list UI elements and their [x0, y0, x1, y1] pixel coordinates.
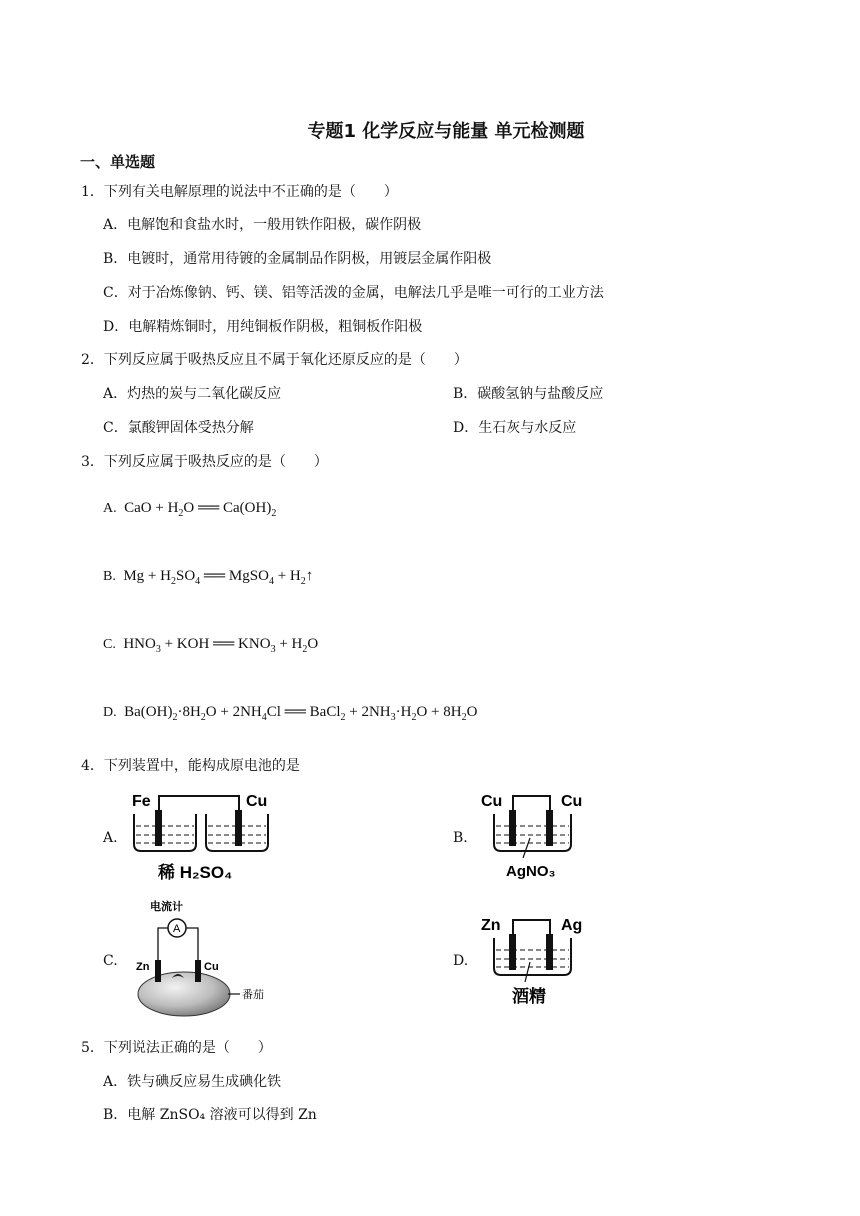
q3-a-label: A. [103, 501, 117, 516]
fig-c-left-label: Zn [136, 961, 150, 973]
fig-b-solution-label: AgNO₃ [506, 863, 556, 880]
q4-figure-d [478, 912, 598, 1008]
page-title: 专题1 化学反应与能量 单元检测题 [307, 121, 585, 142]
q2-option-d: D．生石灰与水反应 [453, 420, 577, 436]
fig-c-meter-symbol: A [173, 923, 181, 935]
fig-a-left-label: Fe [132, 793, 151, 810]
q3-option-c [103, 636, 318, 655]
q3-option-b [103, 568, 313, 587]
q3-b-equation: $Mg + H_2SO_4$ ══ MgSO$_4$ + $H_2↑$ [119, 568, 314, 587]
q1-option-a: A．电解饱和食盐水时，一般用铁作阳极，碳作阴极 [103, 217, 422, 233]
fig-a-beaker-left [134, 814, 196, 851]
fig-c-fruit-label: 番茄 [242, 989, 264, 1001]
q4-figure-c [128, 896, 278, 1020]
fig-a-cu-electrode [235, 810, 242, 846]
q3-stem: 3．下列反应属于吸热反应的是（ ） [81, 454, 328, 470]
q4-figure-b [478, 788, 598, 884]
fig-c-zn-electrode [155, 960, 161, 982]
q3-option-a [103, 500, 276, 519]
q4-c-label: C. [103, 953, 118, 969]
q3-d-equation: $Ba(OH)_2\cdot 8H_2O + 2NH_4Cl$ ══ BaCl$_2$ + $2NH_3\cdot H_2O + 8H_2O$ [120, 704, 478, 723]
section-heading: 一、单选题 [80, 153, 156, 171]
q1-stem: 1．下列有关电解原理的说法中不正确的是（ ） [81, 184, 398, 200]
fig-d-right-label: Ag [561, 917, 583, 934]
fig-d-left-label: Zn [481, 917, 501, 934]
q3-d-label: D. [103, 705, 117, 720]
q1-option-d: D．电解精炼铜时，用纯铜板作阴极，粗铜板作阳极 [103, 319, 423, 335]
q3-option-d [103, 704, 477, 723]
fig-d-wire [513, 920, 550, 936]
fig-c-cu-electrode [195, 960, 201, 982]
fig-c-tomato [138, 972, 230, 1016]
q2-option-a: A．灼热的炭与二氧化碳反应 [103, 386, 282, 402]
q2-option-c: C．氯酸钾固体受热分解 [103, 420, 254, 436]
fig-a-fe-electrode [155, 810, 162, 846]
q4-figure-a [126, 788, 286, 884]
fig-b-left-electrode [509, 810, 516, 846]
q1-option-c: C．对于冶炼像钠、钙、镁、铝等活泼的金属，电解法几乎是唯一可行的工业方法 [103, 285, 604, 301]
fig-c-right-label: Cu [204, 961, 219, 973]
q5-option-b: B．电解 ZnSO₄ 溶液可以得到 Zn [103, 1107, 317, 1123]
q4-a-label: A. [103, 830, 118, 846]
fig-a-solution-label: 稀 H₂SO₄ [158, 863, 233, 882]
q2-option-b: B．碳酸氢钠与盐酸反应 [453, 386, 604, 402]
q2-stem: 2．下列反应属于吸热反应且不属于氧化还原反应的是（ ） [81, 352, 468, 368]
q4-b-label: B. [453, 830, 468, 846]
q5-stem: 5．下列说法正确的是（ ） [81, 1040, 272, 1056]
q3-c-label: C. [103, 637, 116, 652]
fig-a-right-label: Cu [246, 793, 268, 810]
q5-option-a: A．铁与碘反应易生成碘化铁 [103, 1074, 282, 1090]
fig-b-wire [513, 796, 550, 812]
fig-a-wire [159, 796, 239, 812]
fig-c-meter-label: 电流计 [150, 901, 183, 913]
fig-d-ag-electrode [546, 934, 553, 970]
q4-stem: 4．下列装置中，能构成原电池的是 [81, 758, 300, 774]
fig-b-right-electrode [546, 810, 553, 846]
q3-b-label: B. [103, 569, 116, 584]
q4-d-label: D. [453, 953, 469, 969]
fig-d-solution-label: 酒精 [512, 987, 546, 1006]
q3-a-equation: CaO + $H_2O$ ══ $Ca(OH)_2$ [120, 500, 277, 519]
fig-b-left-label: Cu [481, 793, 503, 810]
fig-d-zn-electrode [509, 934, 516, 970]
fig-b-right-label: Cu [561, 793, 583, 810]
fig-b-beaker [494, 814, 571, 851]
q1-option-b: B．电镀时，通常用待镀的金属制品作阴极，用镀层金属作阳极 [103, 251, 492, 267]
fig-d-beaker [494, 938, 571, 975]
q3-c-equation: $HNO_3$ + KOH ══ $KNO_3 + H_2O$ [119, 636, 319, 655]
